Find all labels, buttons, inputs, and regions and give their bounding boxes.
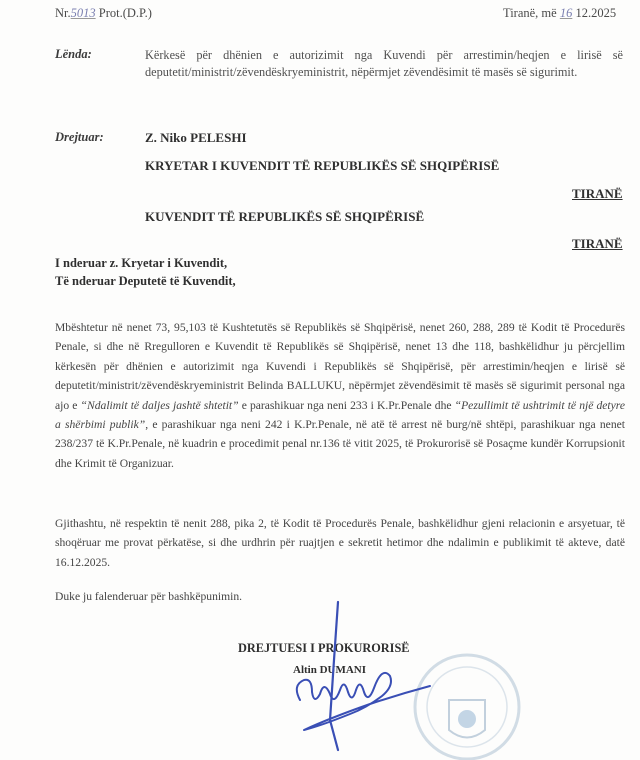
- quoted-measure-2: “Pezullimit të ushtrimit të një detyre a shërbimi publik”: [55, 398, 626, 432]
- addressee-name: Z. Niko PELESHI: [145, 130, 247, 145]
- addressee-line-2: KUVENDIT TË REPUBLIKËS SË SHQIPËRISË: [145, 209, 425, 224]
- addressee-city-2: TIRANË: [572, 236, 623, 251]
- signatory-name: Altin DUMANI: [293, 664, 367, 676]
- quoted-measure-1: “Ndalimit të daljes jashtë shtetit”: [80, 398, 239, 412]
- addressee-label: Drejtuar:: [55, 130, 104, 144]
- body-paragraph-2: Gjithashtu, në respektin të nenit 288, pika 2, të Kodit të Procedurës Penale, bashkëlidhur gjeni relacionin e arsyetuar, të shoqëruar me provat përkatëse, si dhe urdhrin për ruajtjen e sekretit hetimor dhe ndalimin e publikimit të akteve, datë 16.12.2025.: [55, 517, 625, 569]
- subject-label: Lënda:: [55, 47, 92, 61]
- handwritten-day: 16: [559, 6, 573, 20]
- salutation-line-1: I nderuar z. Kryetar i Kuvendit,: [55, 256, 228, 270]
- handwritten-signature-icon: [290, 600, 450, 754]
- signatory-title: DREJTUESI I PROKURORISË: [238, 641, 410, 655]
- closing-line: Duke ju falenderuar për bashkëpunimin.: [55, 590, 243, 603]
- addressee-city-1: TIRANË: [572, 186, 623, 201]
- document-date: Tiranë, më 16 12.2025: [503, 6, 617, 20]
- subject-text: Kërkesë për dhënien e autorizimit nga Kuvendi për arrestimin/heqjen e lirisë së deputetit/ministrit/zëvendëskryeministrit, nëpërmjet zëvendësimit të masës së sigurimit.: [145, 48, 623, 79]
- body-paragraph-1: Mbështetur në nenet 73, 95,103 të Kushtetutës së Republikës së Shqipërisë, nenet 260, 288, 289 të Kodit të Procedurës Penale, si dhe në Rregulloren e Kuvendit të Republikës së Shqipërisë, nenet 13 dhe 118, bashkëlidhur ju përcjellim kërkesën për dhënien e autorizimit nga Kuvendi i Republikës së Shqipërisë, për arrestimin/heqjen e lirisë së deputetit/ministrit/zëvendëskryeministrit Belinda BALLUKU, nëpërmjet zëvendësimit të masës së sigurimit personal nga ajo e “Ndalimit të daljes jashtë shtetit” e parashikuar nga neni 233 i K.Pr.Penale dhe “Pezullimit të ushtrimit të një detyre a shërbimi publik”, e parashikuar nga neni 242 i K.Pr.Penale, në atë të arrest në burg/në shtëpi, parashikuar nga nenet 238/237 të K.Pr.Penale, në kuadrin e procedimit penal nr.136 të vitit 2025, të Prokurorisë së Posaçme kundër Korrupsionit dhe Krimit të Organizuar.: [55, 321, 626, 470]
- addressee-line-1: KRYETAR I KUVENDIT TË REPUBLIKËS SË SHQIPËRISË: [145, 158, 500, 173]
- salutation-line-2: Të nderuar Deputetë të Kuvendit,: [55, 274, 236, 288]
- handwritten-protocol-number: 5013: [70, 6, 96, 20]
- protocol-number: Nr.5013 Prot.(D.P.): [55, 6, 152, 20]
